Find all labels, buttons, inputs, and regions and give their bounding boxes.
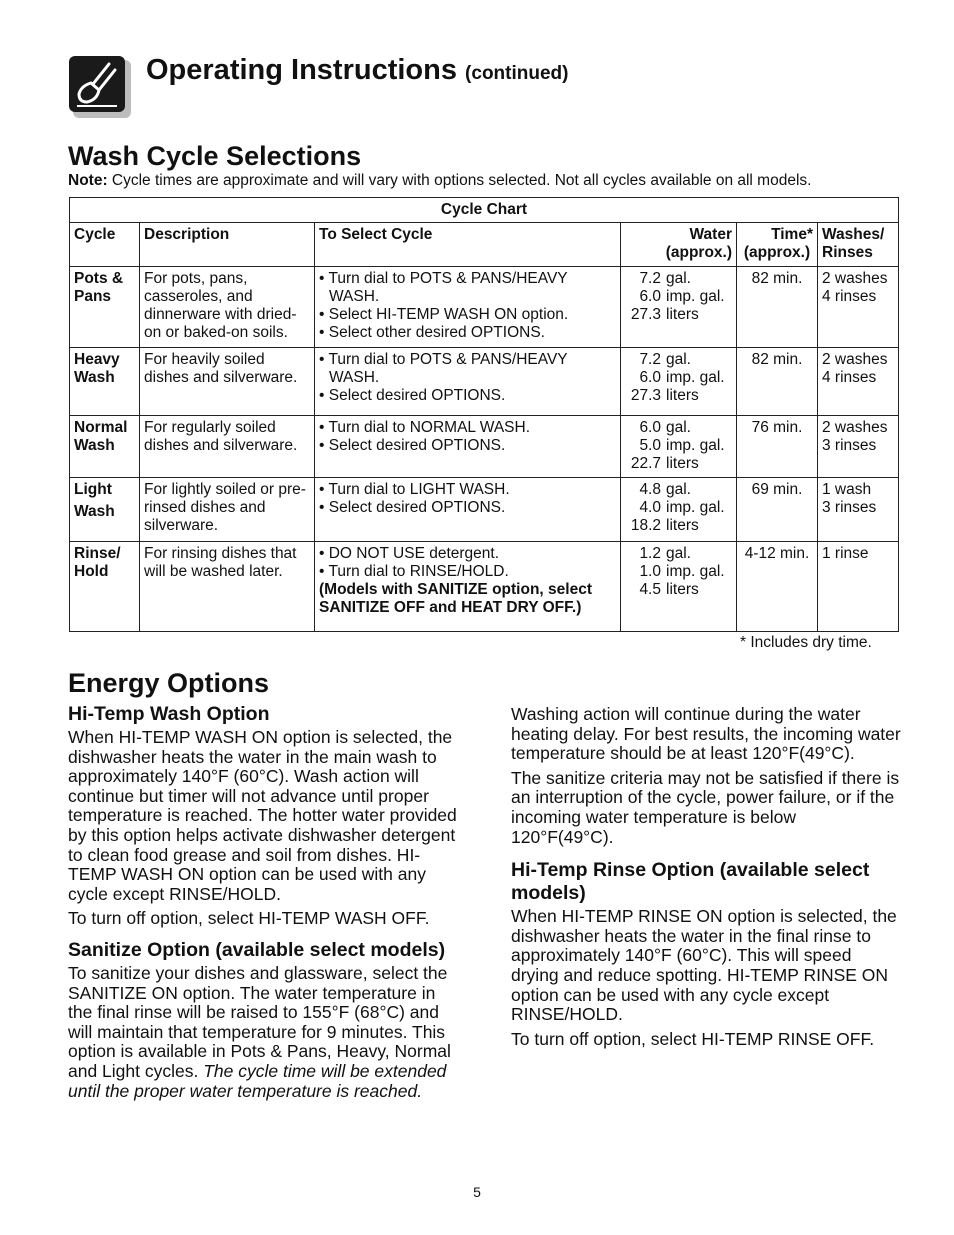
header-to-select: To Select Cycle bbox=[315, 223, 621, 267]
cycle-select-steps: • DO NOT USE detergent. • Turn dial to RINSE/HOLD. (Models with SANITIZE option, select SANITIZE OFF and HEAT DRY OFF.) bbox=[315, 542, 621, 632]
page-number: 5 bbox=[473, 1184, 481, 1200]
table-row bbox=[70, 267, 899, 348]
header-water: Water (approx.) bbox=[621, 223, 737, 267]
cycle-chart-table bbox=[69, 197, 899, 632]
cycle-description: For rinsing dishes that will be washed later. bbox=[140, 542, 315, 632]
energy-options-heading: Energy Options bbox=[68, 668, 270, 698]
cycle-name: Heavy Wash bbox=[70, 348, 140, 416]
page-header bbox=[69, 52, 899, 122]
header-time: Time* (approx.) bbox=[737, 223, 818, 267]
sanitize-criteria-text: The sanitize criteria may not be satisfied if there is an interruption of the cycle, power failure, or if the incoming water temperature is below 120°F(49°C). bbox=[511, 767, 900, 847]
table-row bbox=[70, 416, 899, 478]
cycle-time: 4-12 min. bbox=[737, 542, 818, 632]
cycle-water: 7.2 gal. 6.0 imp. gal. 27.3 liters bbox=[621, 267, 737, 348]
hi-temp-rinse-off-text: To turn off option, select HI-TEMP RINSE OFF. bbox=[511, 1028, 875, 1049]
wash-cycle-note bbox=[68, 172, 811, 190]
energy-right-column bbox=[511, 705, 903, 1054]
dry-time-footnote: * Includes dry time. bbox=[740, 634, 872, 651]
sanitize-heading: Sanitize Option (available select models) bbox=[68, 938, 446, 961]
cycle-chart-caption: Cycle Chart bbox=[70, 198, 899, 223]
cycle-description: For pots, pans, casseroles, and dinnerware with dried-on or baked-on soils. bbox=[140, 267, 315, 348]
table-row bbox=[70, 348, 899, 416]
washing-action-text: Washing action will continue during the water heating delay. For best results, the incoming water temperature should be at least 120°F(49°C). bbox=[511, 704, 901, 764]
cycle-select-steps: • Turn dial to POTS & PANS/HEAVY WASH. • Select desired OPTIONS. bbox=[315, 348, 621, 416]
cycle-time: 69 min. bbox=[737, 478, 818, 542]
cycle-washes-rinses: 2 washes 3 rinses bbox=[818, 416, 899, 478]
sanitize-italic-text: The cycle time will be extended until the proper water temperature is reached. bbox=[68, 1060, 447, 1101]
cycle-description: For regularly soiled dishes and silverware. bbox=[140, 416, 315, 478]
hi-temp-rinse-heading: Hi-Temp Rinse Option (available select models) bbox=[511, 859, 870, 905]
cycle-water: 4.8 gal. 4.0 imp. gal. 18.2 liters bbox=[621, 478, 737, 542]
continued-label: (continued) bbox=[465, 63, 569, 84]
cycle-select-steps: • Turn dial to POTS & PANS/HEAVY WASH. • Select HI-TEMP WASH ON option. • Select other desired OPTIONS. bbox=[315, 267, 621, 348]
header-description: Description bbox=[140, 223, 315, 267]
table-row bbox=[70, 478, 899, 542]
table-header-row bbox=[70, 223, 899, 267]
dishwasher-dial-icon bbox=[69, 56, 131, 118]
cycle-water: 6.0 gal. 5.0 imp. gal. 22.7 liters bbox=[621, 416, 737, 478]
cycle-name: Rinse/ Hold bbox=[70, 542, 140, 632]
hi-temp-wash-off-text: To turn off option, select HI-TEMP WASH OFF. bbox=[68, 908, 430, 929]
cycle-description: For lightly soiled or pre-rinsed dishes and silverware. bbox=[140, 478, 315, 542]
cycle-water: 7.2 gal. 6.0 imp. gal. 27.3 liters bbox=[621, 348, 737, 416]
note-label: Note: bbox=[68, 172, 108, 189]
note-text: Cycle times are approximate and will vary with options selected. Not all cycles available on all models. bbox=[111, 172, 812, 189]
cycle-time: 82 min. bbox=[737, 348, 818, 416]
cycle-washes-rinses: 1 rinse bbox=[818, 542, 899, 632]
cycle-washes-rinses: 2 washes 4 rinses bbox=[818, 348, 899, 416]
cycle-name: Light Wash bbox=[70, 478, 140, 542]
energy-left-column bbox=[68, 703, 460, 1106]
cycle-washes-rinses: 1 wash 3 rinses bbox=[818, 478, 899, 542]
cycle-time: 82 min. bbox=[737, 267, 818, 348]
cycle-time: 76 min. bbox=[737, 416, 818, 478]
cycle-name: Normal Wash bbox=[70, 416, 140, 478]
table-row bbox=[70, 542, 899, 632]
sanitize-text: To sanitize your dishes and glassware, select the SANITIZE ON option. The water temperature in the final rinse will be raised to 155°F (68°C) and will maintain that temperature for 9 minutes. This option is available in Pots & Pans, Heavy, Normal and Light cycles. The cycle time will be extended until the proper water temperature is reached. bbox=[68, 962, 451, 1101]
cycle-select-steps: • Turn dial to NORMAL WASH. • Select desired OPTIONS. bbox=[315, 416, 621, 478]
hi-temp-rinse-text: When HI-TEMP RINSE ON option is selected, the dishwasher heats the water in the final rinse to approximately 140°F (60°C). This will speed drying and reduce spotting. HI-TEMP RINSE ON option can be used with any cycle except RINSE/HOLD. bbox=[511, 906, 897, 1025]
cycle-description: For heavily soiled dishes and silverware. bbox=[140, 348, 315, 416]
hi-temp-wash-text: When HI-TEMP WASH ON option is selected, the dishwasher heats the water in the main wash to approximately 140°F (60°C). Wash action will continue but timer will not advance until proper temperature is reached. The hotter water provided by this option helps activate dishwasher detergent to clean food grease and soil from dishes. HI-TEMP WASH ON option can be used with any cycle except RINSE/HOLD. bbox=[68, 727, 457, 904]
wash-cycle-heading: Wash Cycle Selections bbox=[68, 141, 362, 171]
hi-temp-wash-heading: Hi-Temp Wash Option bbox=[68, 703, 270, 725]
header-washes-rinses: Washes/ Rinses bbox=[818, 223, 899, 267]
page-title: Operating Instructions (continued) bbox=[146, 54, 569, 86]
cycle-name: Pots & Pans bbox=[70, 267, 140, 348]
cycle-washes-rinses: 2 washes 4 rinses bbox=[818, 267, 899, 348]
header-cycle: Cycle bbox=[70, 223, 140, 267]
cycle-select-steps: • Turn dial to LIGHT WASH. • Select desired OPTIONS. bbox=[315, 478, 621, 542]
cycle-water: 1.2 gal. 1.0 imp. gal. 4.5 liters bbox=[621, 542, 737, 632]
